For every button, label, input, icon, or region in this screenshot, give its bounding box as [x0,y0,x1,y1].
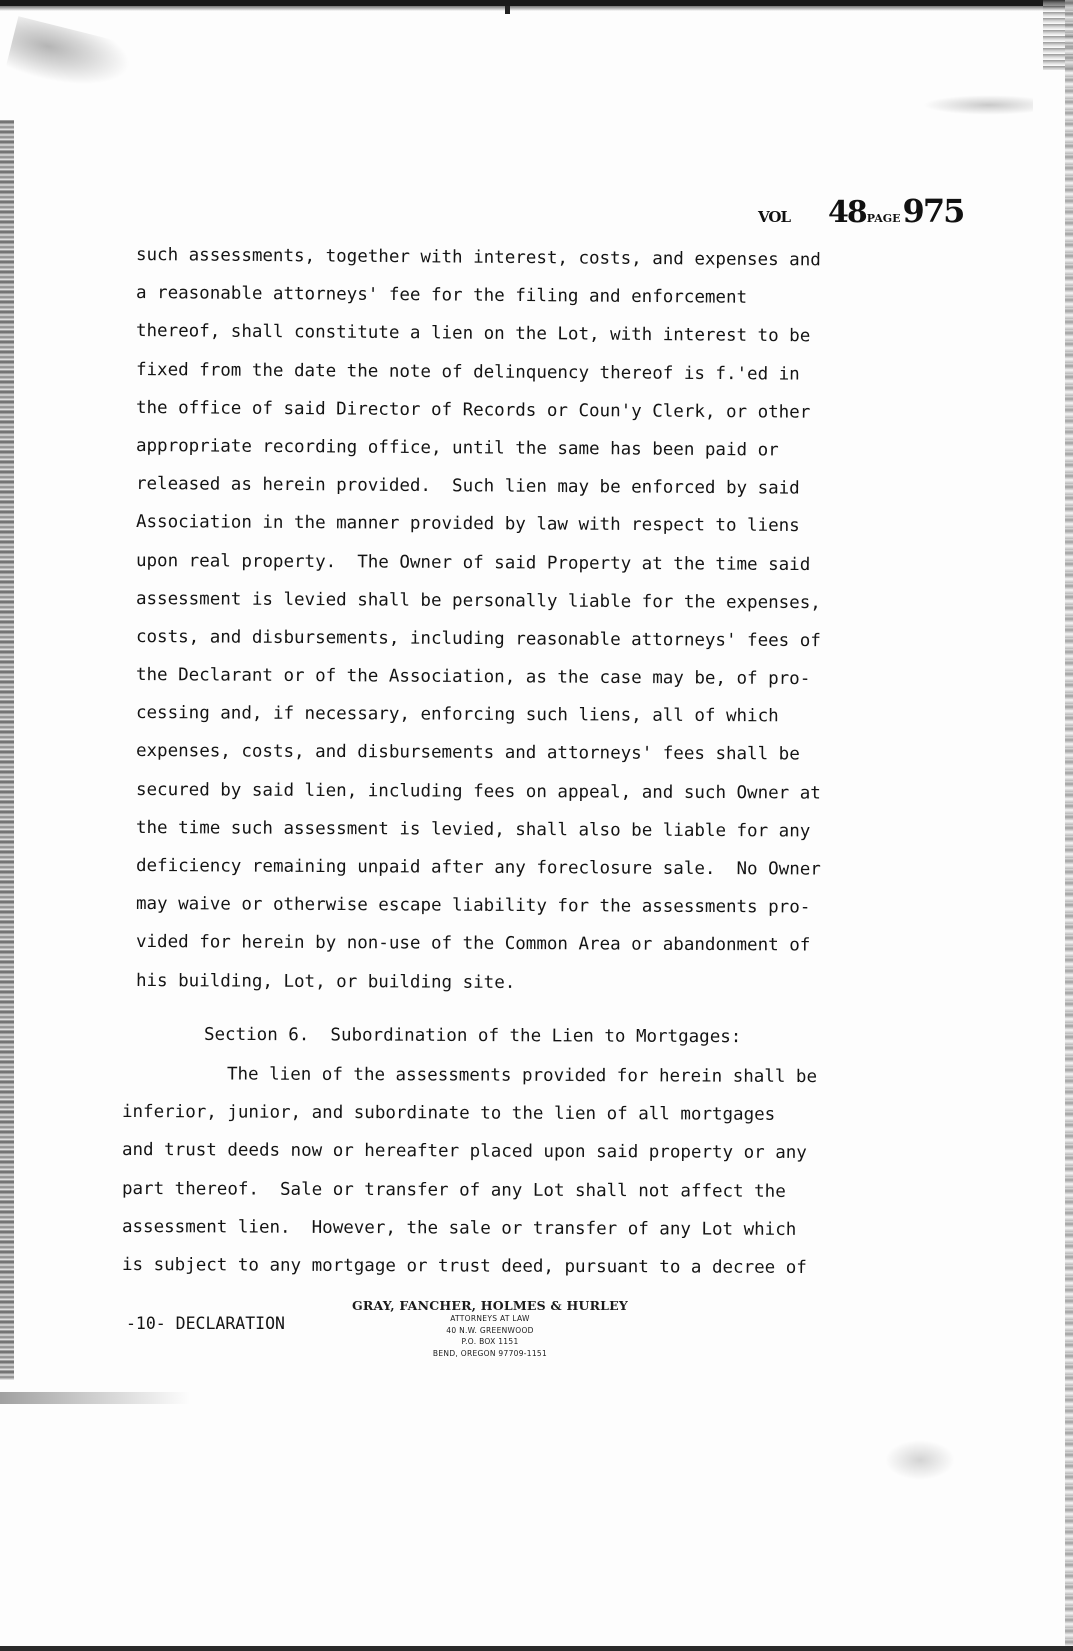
paragraph-subordination [122,1055,922,1284]
text-line: fixed from the date the note of delinquency thereof is f.'ed in [135,359,800,385]
firm-line: P.O. BOX 1151 [461,1337,519,1346]
text-line: cessing and, if necessary, enforcing such liens, all of which [135,703,779,727]
vol-label: VOL [758,208,790,226]
footer-page-label: -10- DECLARATION [126,1314,285,1333]
text-line: assessment lien. However, the sale or transfer of any Lot which [121,1216,797,1240]
text-line: expenses, costs, and disbursements and attorneys' fees shall be [135,741,800,765]
text-line: such assessments, together with interest, costs, and expenses and [135,245,821,271]
scan-edge-right [1065,0,1073,1651]
text-line: his building, Lot, or building site. [135,970,516,993]
scan-mark [505,6,510,14]
vol-number: 48 [828,195,866,230]
firm-name: GRAY, FANCHER, HOLMES & HURLEY [351,1298,628,1313]
scan-edge-left [0,120,14,1380]
paragraph-lien [136,236,926,1000]
text-line: released as herein provided. Such lien may be enforced by said [135,474,800,499]
page-number: 975 [902,192,964,230]
scan-smudge [885,1440,955,1480]
text-line: The lien of the assessments provided for herein shall be [226,1064,818,1088]
text-line: is subject to any mortgage or trust deed, pursuant to a decree of [121,1254,807,1278]
text-line: appropriate recording office, until the same has been paid or [135,435,779,461]
text-line: the office of said Director of Records or Coun'y Clerk, or other [135,397,811,423]
text-line: part thereof. Sale or transfer of any Lot shall not affect the [121,1178,786,1202]
text-line: thereof, shall constitute a lien on the Lot, with interest to be [135,321,811,347]
text-line: deficiency remaining unpaid after any foreclosure sale. No Owner [135,856,821,880]
text-line: vided for herein by non-use of the Common Area or abandonment of [135,932,811,956]
scan-smudge [5,16,135,98]
firm-line: 40 N.W. GREENWOOD [446,1325,534,1335]
text-line: Association in the manner provided by law with respect to liens [135,512,800,537]
page-label: PAGE [866,212,901,225]
scan-smudge [923,95,1033,115]
text-line: may waive or otherwise escape liability for the assessments pro- [135,894,811,918]
firm-line: ATTORNEYS AT LAW [450,1314,530,1323]
text-line: assessment is levied shall be personally liable for the expenses, [135,588,821,613]
text-line: costs, and disbursements, including reasonable attorneys' fees of [135,626,821,652]
scan-edge-bottom [0,1646,1073,1651]
volume-page-stamp [758,192,963,230]
scan-smudge [0,1392,190,1404]
text-line: and trust deeds now or hereafter placed upon said property or any [121,1140,807,1164]
scan-edge-shadow [0,6,1073,11]
text-line: upon real property. The Owner of said Property at the time said [135,550,811,575]
firm-line: BEND, OREGON 97709-1151 [432,1348,548,1358]
text-line: inferior, junior, and subordinate to the lien of all mortgages [121,1102,776,1126]
text-line: secured by said lien, including fees on appeal, and such Owner at [135,779,821,804]
text-line: the Declarant or of the Association, as the case may be, of pro- [135,665,811,690]
text-line: a reasonable attorneys' fee for the filing and enforcement [135,283,748,308]
law-firm-block [350,1298,630,1359]
section-heading: Section 6. Subordination of the Lien to Mortgages: [203,1024,742,1048]
text-line: the time such assessment is levied, shall also be liable for any [135,817,811,842]
